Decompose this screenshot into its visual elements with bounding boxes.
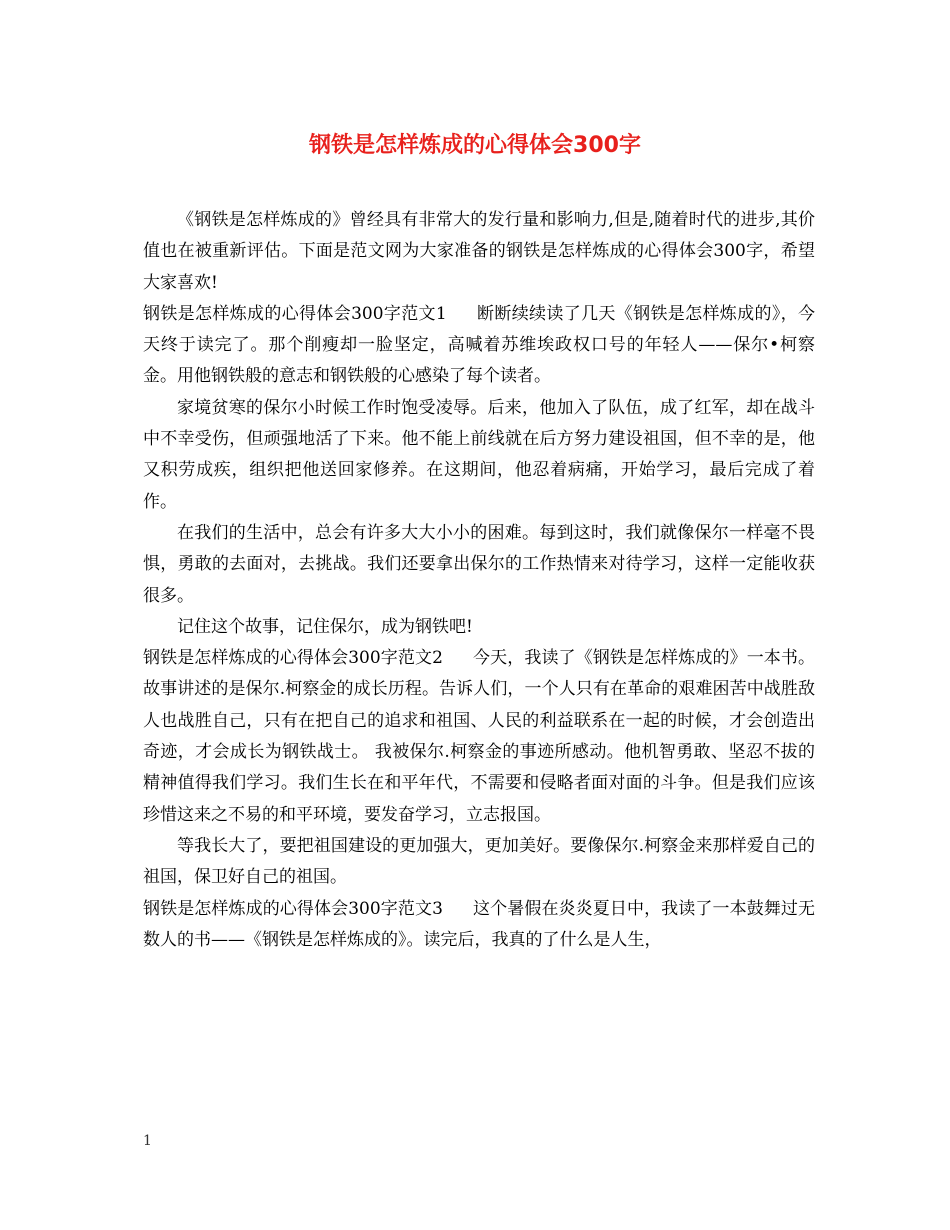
- essay-2-paragraph: 等我长大了，要把祖国建设的更加强大，更加美好。要像保尔.柯察金来那样爱自己的祖国，保卫好自己的祖国。: [143, 835, 815, 888]
- essay-1-paragraph: 在我们的生活中，总会有许多大大小小的困难。每到这时，我们就像保尔一样毫不畏惧，勇敢的去面对，去挑战。我们还要拿出保尔的工作热情来对待学习，这样一定能收获很多。: [143, 522, 815, 606]
- page-number: 1: [143, 1133, 152, 1149]
- essay-1-opening: 断断续续读了几天《钢铁是怎样炼成的》，今天终于读完了。那个削瘦却一脸坚定，高喊着苏维埃政权口号的年轻人——保尔•柯察金。用他钢铁般的意志和钢铁般的心感染了每个读者。: [143, 303, 815, 387]
- essay-3-opening: 这个暑假在炎炎夏日中，我读了一本鼓舞过无数人的书——《钢铁是怎样炼成的》。读完后，我真的了什么是人生，: [143, 898, 816, 950]
- document-body: [143, 205, 815, 956]
- document-title: 钢铁是怎样炼成的心得体会300字: [309, 133, 641, 158]
- essay-1-heading: 钢铁是怎样炼成的心得体会300字范文1: [143, 303, 447, 324]
- essay-2-first-paragraph: [143, 643, 815, 831]
- essay-1-first-paragraph: [143, 299, 815, 393]
- essay-2-opening: 今天，我读了《钢铁是怎样炼成的》一本书。故事讲述的是保尔.柯察金的成长历程。告诉人们，一个人只有在革命的艰难困苦中战胜敌人也战胜自己，只有在把自己的追求和祖国、人民的利益联系在一起的时候，才会创造出奇迹，才会成长为钢铁战士。 我被保尔.柯察金的事迹所感动。他机智勇敢、坚忍不拔的精神值得我们学习。我们生长在和平年代，不需要和侵略者面对面的斗争。但是我们应该珍惜这来之不易的和平环境，要发奋学习，立志报国。: [143, 648, 816, 825]
- essay-2-heading: 钢铁是怎样炼成的心得体会300字范文2: [143, 648, 443, 669]
- essay-3-heading: 钢铁是怎样炼成的心得体会300字范文3: [143, 898, 443, 919]
- essay-1-paragraph: 记住这个故事，记住保尔，成为钢铁吧!: [177, 616, 473, 637]
- essay-3-first-paragraph: [143, 894, 815, 957]
- essay-1-paragraph: 家境贫寒的保尔小时候工作时饱受凌辱。后来，他加入了队伍，成了红军，却在战斗中不幸受伤，但顽强地活了下来。他不能上前线就在后方努力建设祖国，但不幸的是，他又积劳成疾，组织把他送回家修养。在这期间，他忍着病痛，开始学习，最后完成了着作。: [143, 397, 815, 512]
- intro-paragraph: 《钢铁是怎样炼成的》曾经具有非常大的发行量和影响力,但是,随着时代的进步,其价值也在被重新评估。下面是范文网为大家准备的钢铁是怎样炼成的心得体会300字，希望大家喜欢!: [143, 210, 815, 293]
